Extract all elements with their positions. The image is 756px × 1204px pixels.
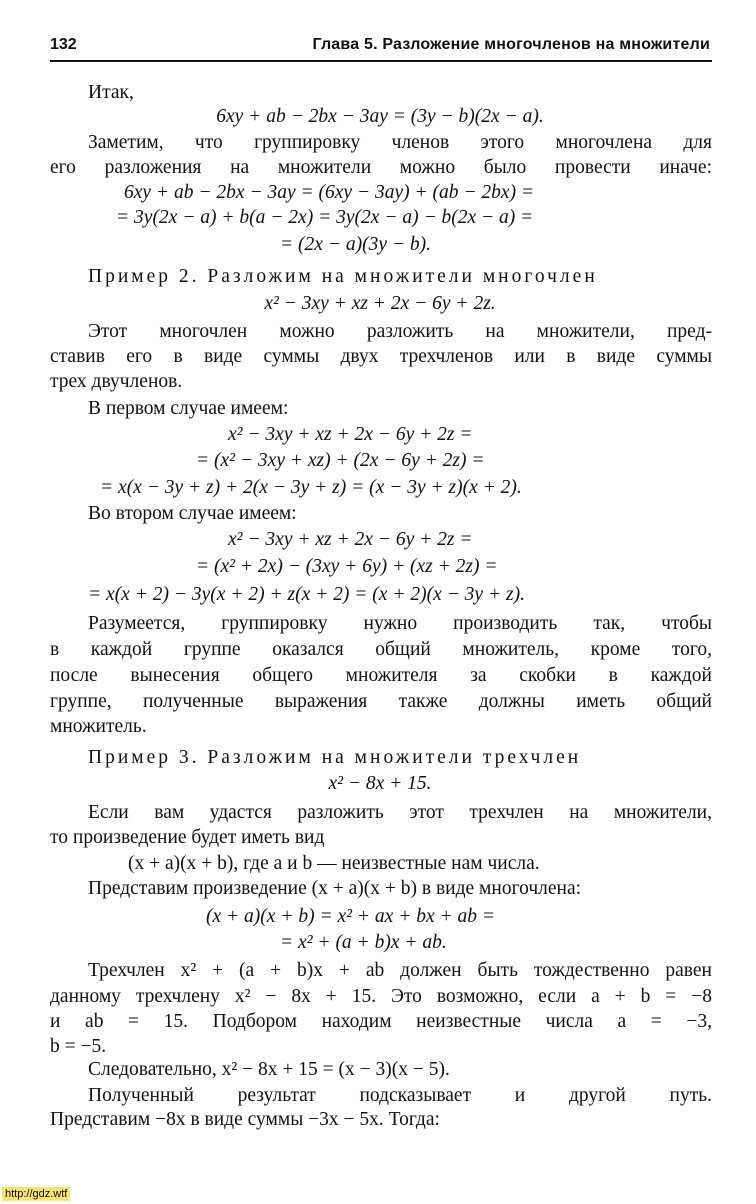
equation-line: = x(x − 3y + z) + 2(x − 3y + z) = (x − 3y + z)(x + 2). [100,477,522,498]
text-line: b = −5. [50,1036,107,1057]
text-line: Представим −8x в виде суммы −3x − 5x. Тогда: [50,1109,440,1130]
text-line: и ab = 15. Подбором находим неизвестные числа a = −3, [50,1011,712,1032]
text-line: то произведение будет иметь вид [50,827,325,848]
equation-line: = (x² + 2x) − (3xy + 6y) + (xz + 2z) = [196,556,498,577]
text-line: Представим произведение (x + a)(x + b) в виде многочлена: [88,878,582,899]
equation-line: x² − 3xy + xz + 2x − 6y + 2z = [228,424,473,445]
text-line: Заметим, что группировку членов этого многочлена для [88,132,712,153]
text-line: множитель. [50,716,147,737]
equation-line: 6xy + ab − 2bx − 3ay = (6xy − 3ay) + (ab − 2bx) = [124,182,535,203]
equation-line: x² − 8x + 15. [328,773,432,794]
page-number: 132 [50,36,77,53]
equation-line: 6xy + ab − 2bx − 3ay = (3y − b)(2x − a). [216,106,544,127]
example-heading [88,745,712,771]
header-rule [50,60,712,62]
text-line: В первом случае имеем: [88,398,289,419]
text-line: после вынесения общего множителя за скобки в каждой [50,665,712,686]
text-line: Трехчлен x² + (a + b)x + ab должен быть тождественно равен [88,960,712,981]
text-line: данному трехчлену x² − 8x + 15. Это возможно, если a + b = −8 [50,986,712,1007]
text-line: Полученный результат подсказывает и другой путь. [88,1085,712,1106]
text-line: трех двучленов. [50,371,183,392]
text-line: Итак, [88,82,134,103]
running-header [50,36,710,58]
text-line: Если вам удастся разложить этот трехчлен на множители, [88,802,712,823]
equation-line: (x + a)(x + b) = x² + ax + bx + ab = [206,906,496,927]
text-line: Следовательно, x² − 8x + 15 = (x − 3)(x − 5). [88,1059,450,1080]
text-line: Во втором случае имеем: [88,503,297,524]
chapter-title: Глава 5. Разложение многочленов на множители [312,36,710,53]
text-line: ставив его в виде суммы двух трехчленов или в виде суммы [50,346,712,367]
text-line: Разумеется, группировку нужно производить так, чтобы [88,613,712,634]
site-watermark-label: http://gdz.wtf [2,1187,70,1201]
equation-line: = x² + (a + b)x + ab. [280,932,447,953]
example-heading-text: Пример 3. Разложим на множители трехчлен [88,747,582,768]
equation-line: x² − 3xy + xz + 2x − 6y + 2z = [228,529,473,550]
text-line: в каждой группе оказался общий множитель, кроме того, [50,639,712,660]
text-line: его разложения на множители можно было провести иначе: [50,157,712,178]
equation-line: = x(x + 2) − 3y(x + 2) + z(x + 2) = (x + 2)(x − 3y + z). [88,584,525,605]
example-heading-text: Пример 2. Разложим на множители многочлен [88,266,598,287]
equation-line: = (2x − a)(3y − b). [280,234,432,255]
example-heading [88,264,712,290]
text-line: группе, полученные выражения также должны иметь общий [50,691,712,712]
text-line: (x + a)(x + b), где a и b — неизвестные нам числа. [128,853,540,874]
equation-line: = 3y(2x − a) + b(a − 2x) = 3y(2x − a) − b(2x − a) = [116,207,534,228]
text-line: Этот многочлен можно разложить на множители, пред- [88,321,712,342]
equation-line: x² − 3xy + xz + 2x − 6y + 2z. [264,293,496,314]
equation-line: = (x² − 3xy + xz) + (2x − 6y + 2z) = [196,450,485,471]
